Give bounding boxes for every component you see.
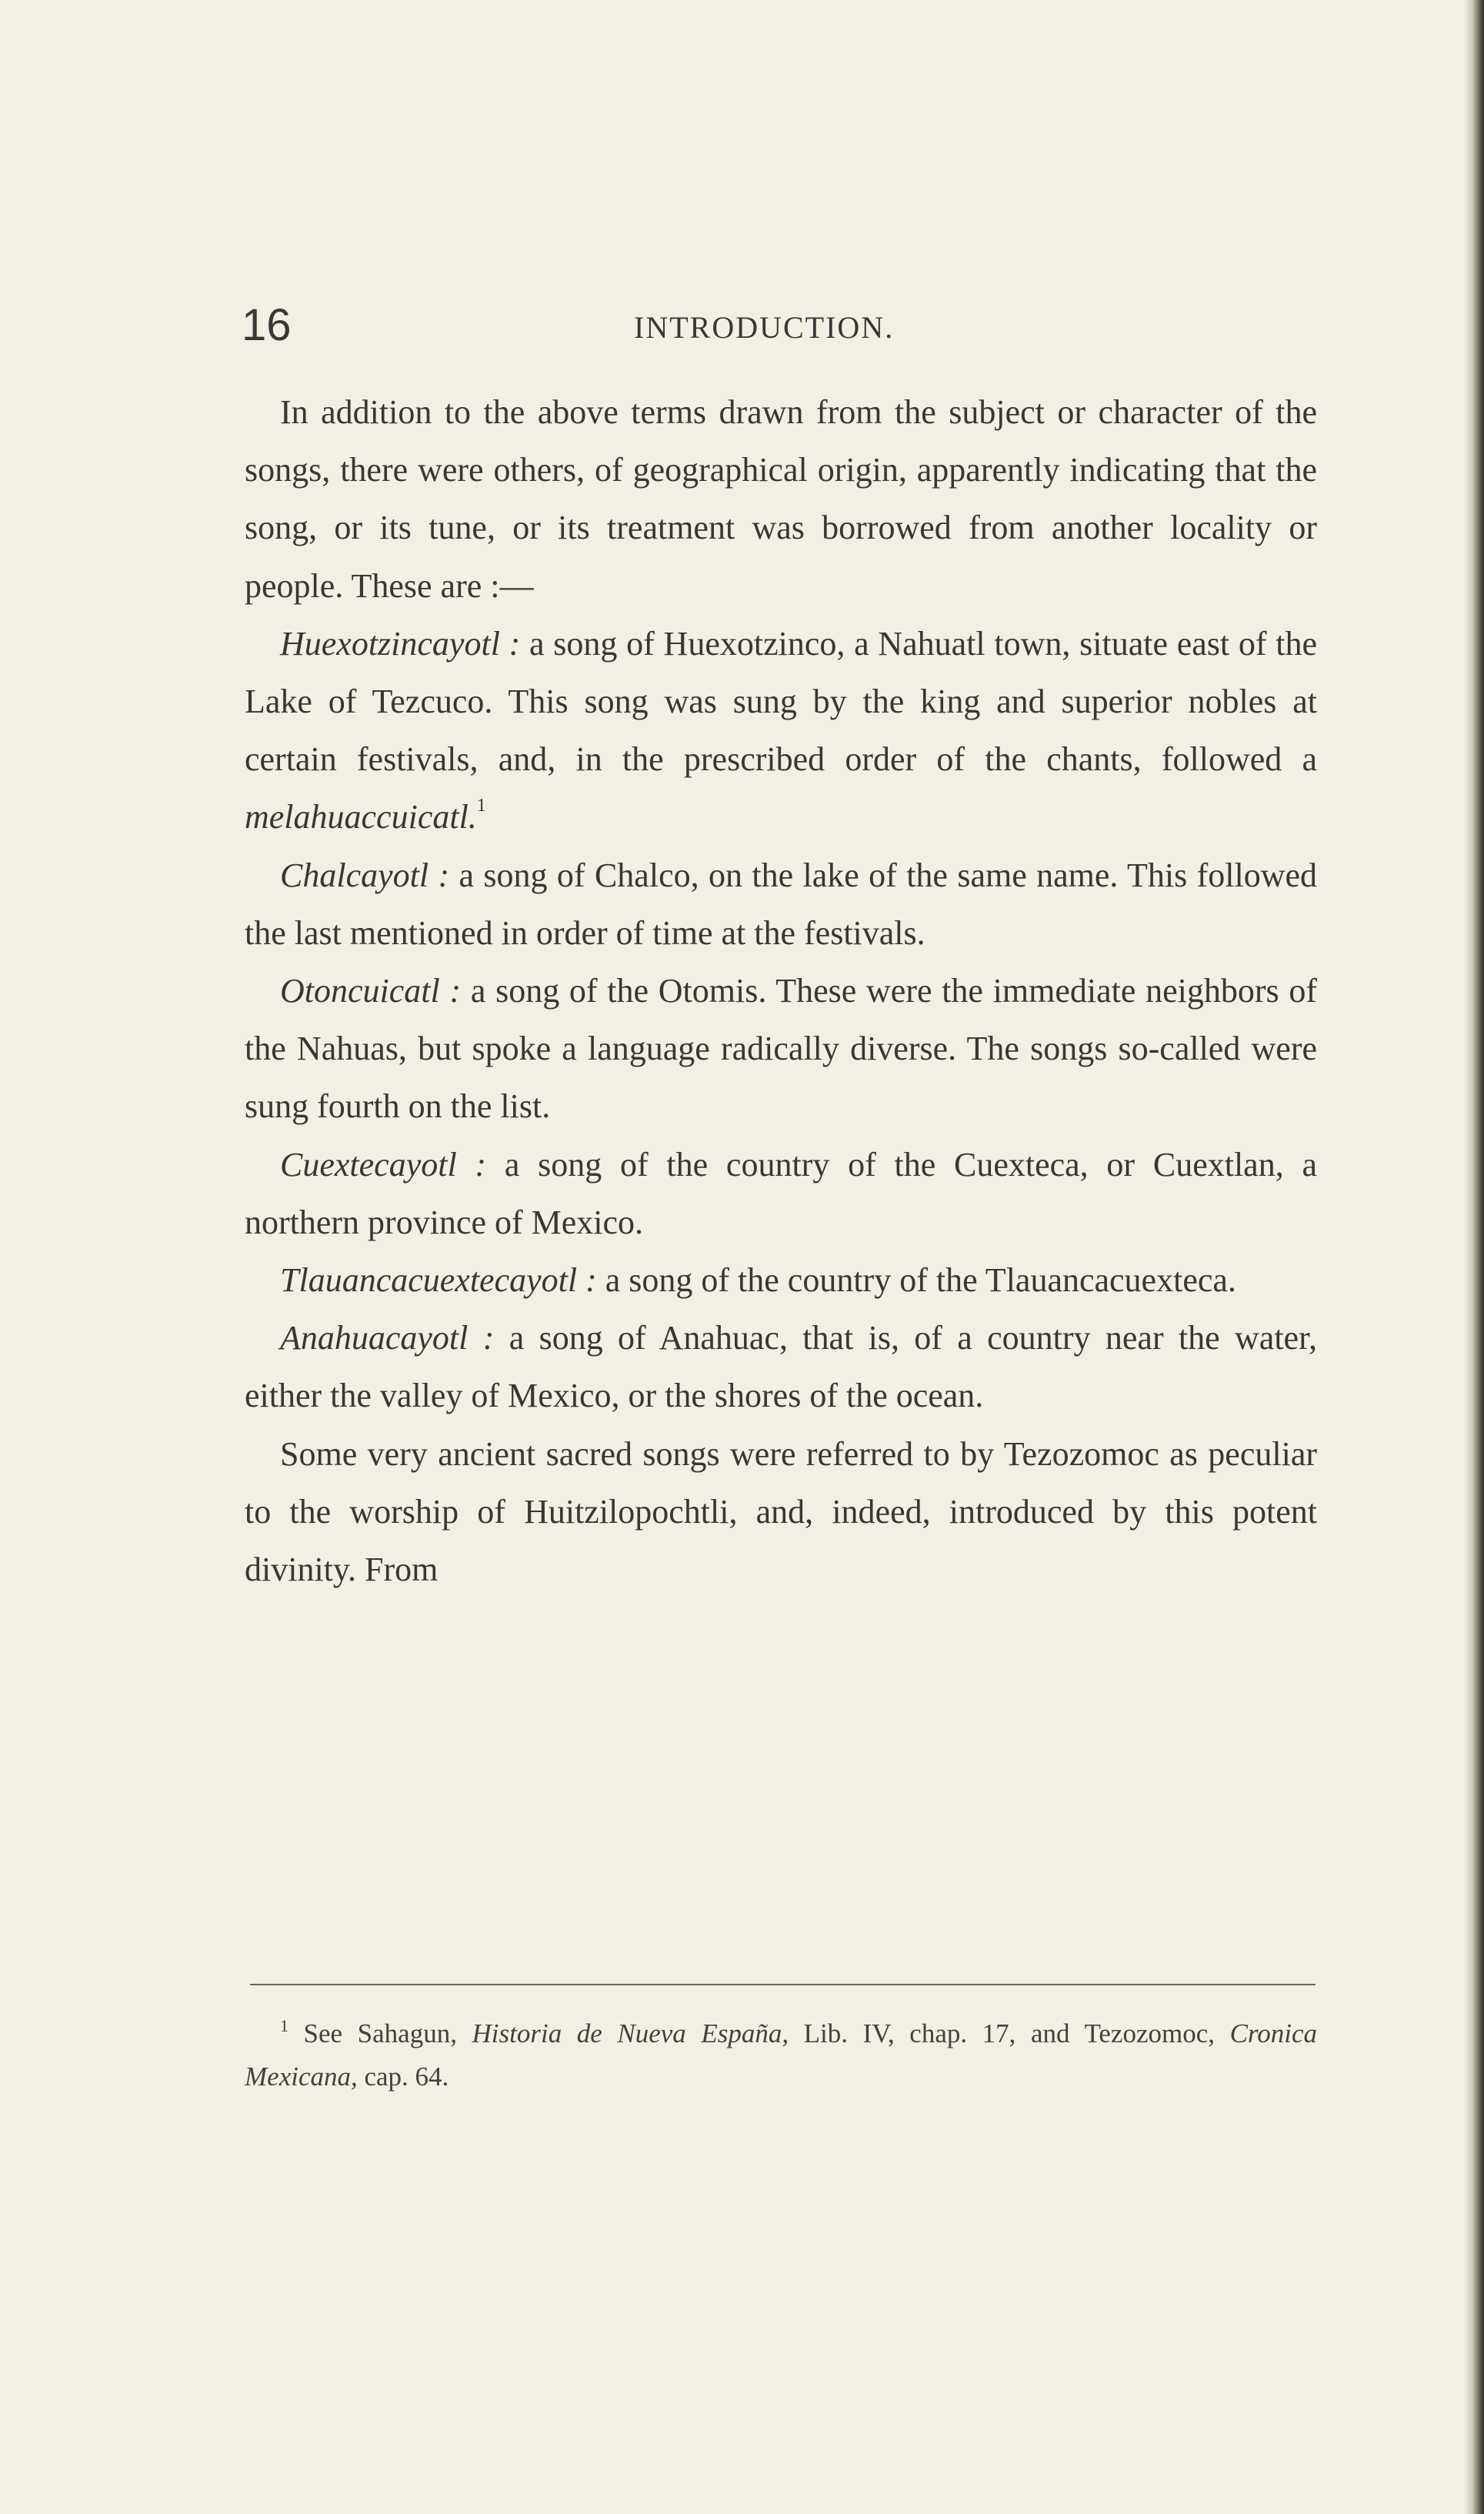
body-text	[245, 383, 1317, 1598]
footnote-text: See Sahagun,	[288, 2018, 472, 2048]
entry-term: Cuextecayotl :	[280, 1145, 487, 1184]
entry-huexotzincayotl	[245, 615, 1317, 846]
page-edge	[1472, 0, 1484, 2514]
entry-otoncuicatl	[245, 962, 1317, 1136]
footnote-title: Cronica Mexicana,	[245, 2018, 1318, 2092]
intro-paragraph: In addition to the above terms drawn from the subject or character of the songs, there were others, of geographical origin, apparently indicating that the song, or its tune, or its treatment was borrowed from another locality or people. These are :—	[245, 393, 1317, 605]
footnote-number: 1	[280, 2016, 288, 2035]
entry-chalcayotl	[245, 846, 1317, 962]
entry-term: Huexotzincayotl :	[280, 624, 521, 663]
footnote	[245, 2012, 1317, 2098]
entry-term: Anahuacayotl :	[280, 1319, 495, 1357]
entry-text: a song of the country of the Tlauancacuexteca.	[596, 1261, 1236, 1300]
footnote-title: Historia de Nueva España,	[472, 2018, 789, 2048]
page-header	[242, 299, 1319, 352]
entry-text: a song of Chalco, on the lake of the same name. This followed the last mentioned in order of time at the festivals.	[245, 856, 1318, 952]
footnote-paragraph	[245, 2012, 1317, 2098]
entry-anahuacayotl	[245, 1309, 1317, 1424]
footnote-text: cap. 64.	[357, 2062, 449, 2092]
closing-paragraph: Some very ancient sacred songs were referred to by Tezozomoc as peculiar to the worship of Huitzilopochtli, and, indeed, introduced by this potent divinity. From	[245, 1434, 1317, 1589]
entry-term-secondary: melahuaccuicatl.	[245, 798, 477, 836]
running-head: INTRODUCTION.	[634, 310, 895, 345]
page-number: 16	[242, 300, 292, 350]
footnote-text: Lib. IV, chap. 17, and Tezozomoc,	[789, 2018, 1230, 2048]
page-edge-shadow	[1464, 0, 1472, 2514]
entry-text: a song of the Otomis. These were the immediate neighbors of the Nahuas, but spoke a language radically diverse. The songs so-called were sung fourth on the list.	[245, 972, 1317, 1126]
entry-cuextecayotl	[245, 1136, 1317, 1251]
footnote-divider	[250, 1984, 1316, 1985]
entry-term: Chalcayotl :	[280, 856, 450, 894]
entry-text: a song of the country of the Cuexteca, or Cuextlan, a northern province of Mexico.	[245, 1145, 1317, 1241]
entry-text: a song of Huexotzinco, a Nahuatl town, situate east of the Lake of Tezcuco. This song was sung by the king and superior nobles at certain festivals, and, in the prescribed order of the chants, followed a	[245, 624, 1317, 779]
footnote-mark[interactable]: 1	[476, 796, 486, 816]
entry-text: a song of Anahuac, that is, of a country near the water, either the valley of Mexico, or the shores of the ocean.	[245, 1319, 1317, 1415]
entry-term: Tlauancacuextecayotl :	[280, 1261, 597, 1300]
entry-tlauancacuextecayotl	[245, 1251, 1317, 1309]
entry-term: Otoncuicatl :	[280, 972, 462, 1010]
